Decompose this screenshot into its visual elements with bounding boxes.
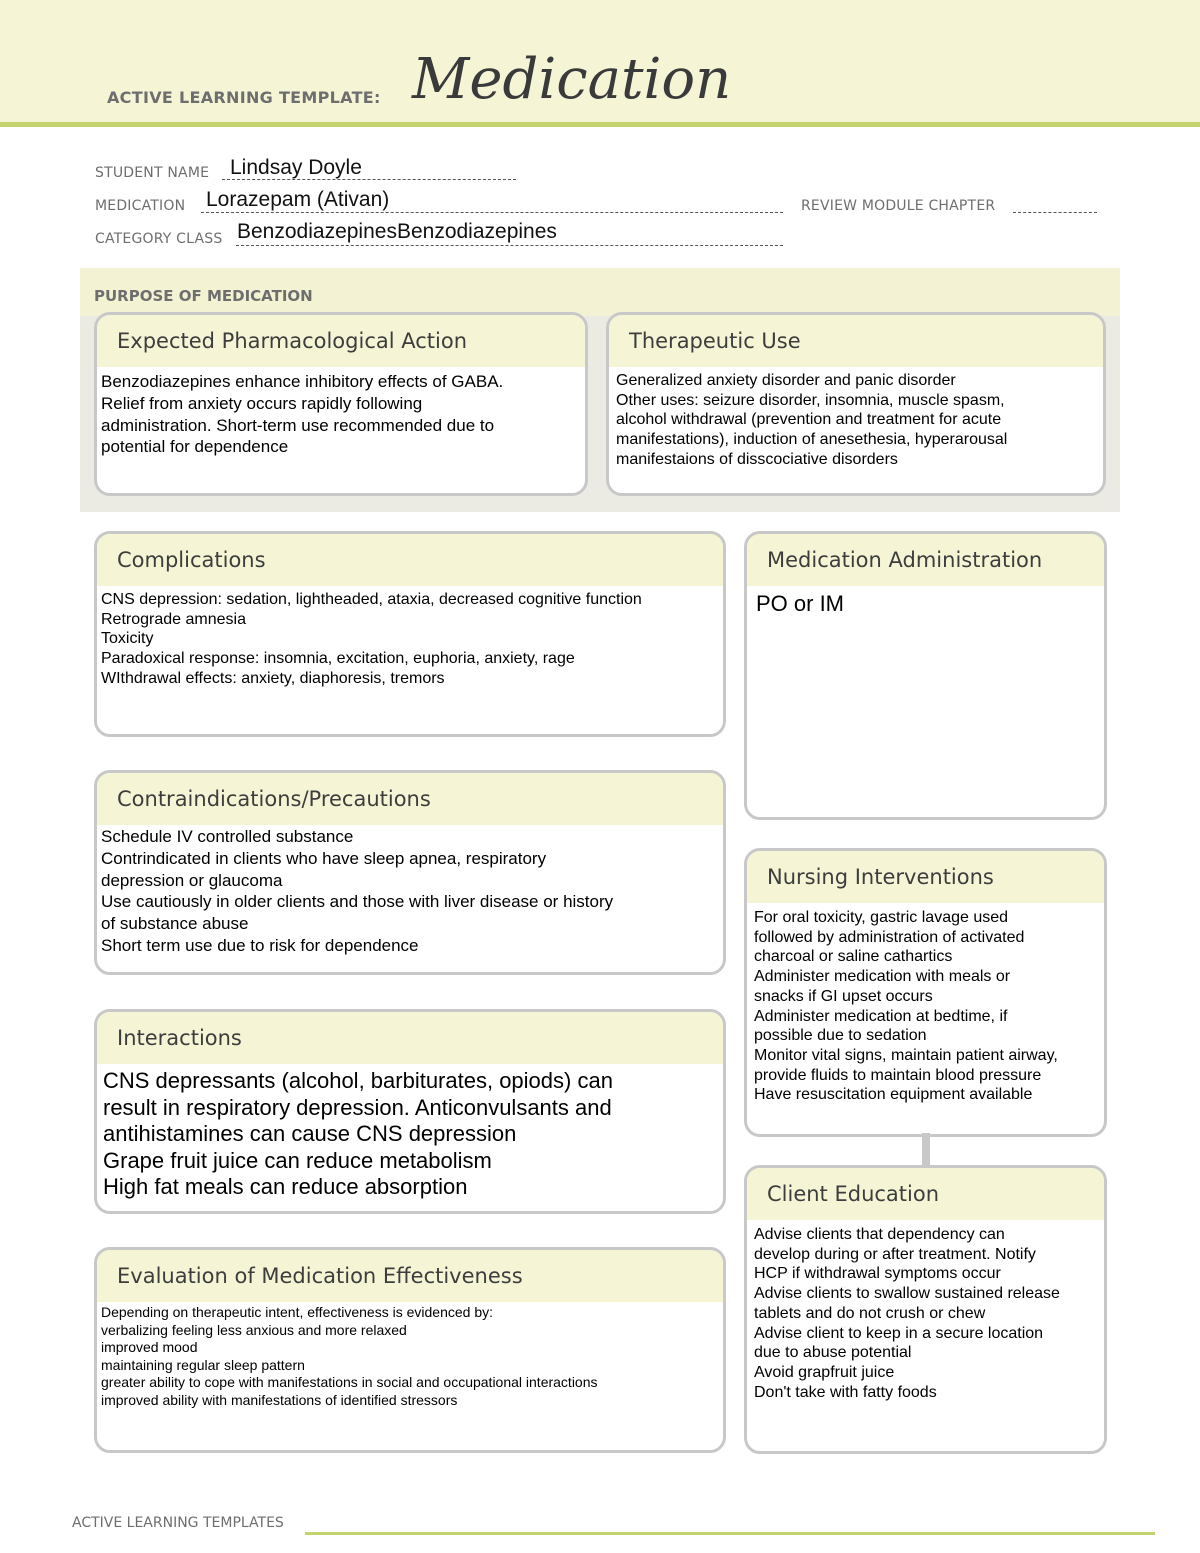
nursing-card	[744, 848, 1107, 1137]
text-line: Short term use due to risk for dependence	[101, 935, 419, 955]
text-line: Relief from anxiety occurs rapidly following	[101, 393, 423, 413]
page-title: Medication	[412, 47, 732, 112]
text-line: Avoid grapfruit juice	[754, 1363, 895, 1381]
text-line: improved mood	[101, 1339, 198, 1355]
text-line: Depending on therapeutic intent, effectiveness is evidenced by:	[101, 1304, 493, 1320]
complications-card	[94, 531, 726, 737]
text-line: PO or IM	[756, 591, 845, 616]
contraindications-body	[97, 825, 723, 957]
text-line: alcohol withdrawal (prevention and treatment for acute	[616, 411, 1002, 429]
text-line: improved ability with manifestations of identified stressors	[101, 1391, 458, 1408]
text-line: Grape fruit juice can reduce metabolism	[103, 1147, 492, 1173]
text-line: High fat meals can reduce absorption	[103, 1174, 468, 1200]
text-line: Benzodiazepines enhance inhibitory effects of GABA.	[101, 372, 504, 391]
medication-line	[201, 211, 783, 213]
text-line: possible due to sedation	[754, 1027, 927, 1045]
text-line: For oral toxicity, gastric lavage used	[754, 909, 1009, 926]
text-line: followed by administration of activated	[754, 928, 1025, 946]
medication-field[interactable]: Lorazepam (Ativan)	[206, 188, 390, 211]
student-name-field[interactable]: Lindsay Doyle	[230, 156, 362, 179]
administration-title: Medication Administration	[747, 534, 1104, 586]
client-education-body	[747, 1220, 1104, 1402]
text-line: provide fluids to maintain blood pressure	[754, 1066, 1042, 1084]
evaluation-title: Evaluation of Medication Effectiveness	[97, 1250, 723, 1302]
contraindications-title: Contraindications/Precautions	[97, 773, 723, 825]
text-line: Advise client to keep in a secure location	[754, 1324, 1044, 1342]
evaluation-card	[94, 1247, 726, 1453]
text-line: develop during or after treatment. Notify	[754, 1245, 1036, 1263]
header-rule	[0, 122, 1200, 127]
complications-title: Complications	[97, 534, 723, 586]
text-line: Paradoxical response: insomnia, excitation, euphoria, anxiety, rage	[101, 650, 575, 668]
administration-card	[744, 531, 1107, 820]
text-line: Administer medication with meals or	[754, 968, 1011, 986]
text-line: manifestaions of disscociative disorders	[616, 450, 898, 468]
client-education-card	[744, 1165, 1107, 1454]
text-line: antihistamines can cause CNS depression	[103, 1121, 517, 1147]
category-class-field[interactable]: BenzodiazepinesBenzodiazepines	[237, 220, 557, 243]
text-line: tablets and do not crush or chew	[754, 1304, 986, 1322]
text-line: CNS depression: sedation, lightheaded, ataxia, decreased cognitive function	[101, 591, 642, 608]
category-class-line	[236, 244, 783, 246]
review-module-label: REVIEW MODULE CHAPTER	[801, 198, 996, 214]
interactions-title: Interactions	[97, 1012, 723, 1064]
text-line: Toxicity	[101, 630, 154, 648]
interactions-body	[97, 1064, 723, 1201]
medication-label: MEDICATION	[95, 198, 186, 214]
complications-body	[97, 586, 723, 689]
nursing-title: Nursing Interventions	[747, 851, 1104, 903]
purpose-label: PURPOSE OF MEDICATION	[94, 287, 313, 305]
interactions-card	[94, 1009, 726, 1214]
text-line: HCP if withdrawal symptoms occur	[754, 1265, 1001, 1283]
text-line: charcoal or saline cathartics	[754, 948, 953, 966]
text-line: verbalizing feeling less anxious and more relaxed	[101, 1321, 407, 1338]
text-line: Schedule IV controlled substance	[101, 827, 354, 846]
text-line: Administer medication at bedtime, if	[754, 1007, 1008, 1025]
text-line: Advise clients that dependency can	[754, 1226, 1005, 1243]
expected-action-card	[94, 312, 588, 496]
text-line: Generalized anxiety disorder and panic disorder	[616, 372, 956, 389]
text-line: result in respiratory depression. Anticonvulsants and	[103, 1094, 612, 1120]
text-line: CNS depressants (alcohol, barbiturates, opiods) can	[103, 1068, 613, 1093]
text-line: Don't take with fatty foods	[754, 1383, 937, 1401]
category-class-label: CATEGORY CLASS	[95, 231, 223, 247]
text-line: depression or glaucoma	[101, 870, 283, 890]
card-connector	[922, 1133, 930, 1167]
review-module-field[interactable]	[1013, 211, 1097, 213]
text-line: Retrograde amnesia	[101, 610, 246, 628]
text-line: snacks if GI upset occurs	[754, 987, 933, 1005]
template-label: ACTIVE LEARNING TEMPLATE:	[107, 88, 381, 107]
text-line: of substance abuse	[101, 914, 249, 934]
therapeutic-use-card	[606, 312, 1106, 496]
footer-rule	[305, 1532, 1155, 1535]
text-line: manifestations), induction of anesethesia, hyperarousal	[616, 431, 1008, 449]
evaluation-body	[97, 1302, 723, 1409]
text-line: greater ability to cope with manifestations in social and occupational interactions	[101, 1374, 598, 1390]
text-line: Other uses: seizure disorder, insomnia, muscle spasm,	[616, 391, 1005, 409]
student-name-label: STUDENT NAME	[95, 165, 210, 181]
text-line: administration. Short-term use recommended due to	[101, 415, 495, 435]
text-line: Advise clients to swallow sustained release	[754, 1285, 1060, 1303]
expected-action-title: Expected Pharmacological Action	[97, 315, 585, 367]
text-line: Contrindicated in clients who have sleep apnea, respiratory	[101, 848, 547, 868]
text-line: maintaining regular sleep pattern	[101, 1356, 305, 1373]
therapeutic-use-title: Therapeutic Use	[609, 315, 1103, 367]
text-line: due to abuse potential	[754, 1344, 912, 1362]
contraindications-card	[94, 770, 726, 975]
text-line: WIthdrawal effects: anxiety, diaphoresis, tremors	[101, 669, 445, 687]
text-line: potential for dependence	[101, 437, 289, 457]
nursing-body	[747, 903, 1104, 1105]
administration-body	[747, 586, 1104, 618]
therapeutic-use-body	[609, 367, 1103, 470]
text-line: Monitor vital signs, maintain patient airway,	[754, 1046, 1058, 1064]
text-line: Use cautiously in older clients and those with liver disease or history	[101, 892, 614, 912]
footer-label: ACTIVE LEARNING TEMPLATES	[72, 1515, 284, 1531]
client-education-title: Client Education	[747, 1168, 1104, 1220]
expected-action-body	[97, 367, 585, 458]
text-line: Have resuscitation equipment available	[754, 1086, 1033, 1104]
